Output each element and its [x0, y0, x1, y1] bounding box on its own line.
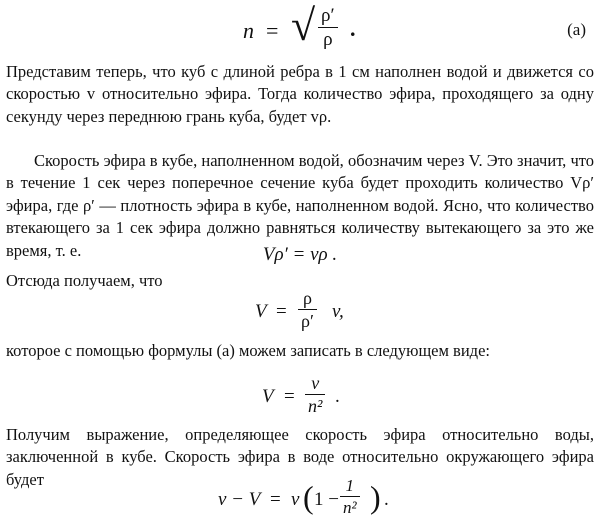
eq4-tail: . — [335, 386, 340, 407]
eq2-text: Vρ′ = vρ . — [262, 244, 338, 265]
eq5-fraction — [340, 477, 360, 516]
eq5-close-paren: ) — [370, 479, 381, 515]
sqrt-radical: √ — [291, 1, 316, 50]
eq4-equals: = — [284, 386, 295, 407]
eq5-open-paren: ( — [303, 479, 314, 515]
equation-a — [0, 2, 600, 58]
eq5-numerator: 1 — [345, 476, 355, 495]
eq3-lhs: V — [255, 301, 267, 322]
eq5-lhs: v − V — [218, 489, 261, 510]
eq-a-numerator: ρ′ — [321, 5, 335, 26]
equation-2 — [0, 244, 600, 266]
eq3-denominator: ρ′ — [298, 309, 317, 330]
eq3-fraction — [298, 289, 317, 330]
paragraph-4: которое с помощью формулы (а) можем записать в следующем виде: — [6, 341, 490, 360]
eq4-numerator: v — [311, 373, 320, 393]
eq4-fraction — [305, 374, 325, 415]
eq5-equals: = — [270, 489, 281, 510]
paragraph-3: Отсюда получаем, что — [6, 271, 163, 290]
equation-3 — [0, 289, 600, 337]
eq5-denominator: n² — [340, 496, 360, 516]
eq4-denominator: n² — [305, 394, 325, 415]
equation-label-a: (a) — [567, 20, 586, 39]
eq-a-dot: . — [350, 16, 356, 41]
paragraph-1: Представим теперь, что куб с длиной ребра в 1 см наполнен водой и движется со скоростью v относительно эфира. Тогда количество эфира, проходящего за одну секунду через переднюю грань куба, будет vρ. — [6, 62, 594, 126]
paragraph-5: Получим выражение, определяющее скорость эфира относительно воды, заключенной в кубе. Скорость эфира в воде относительно окружающего эфира будет — [6, 425, 594, 489]
eq3-numerator: ρ — [302, 288, 312, 308]
eq3-tail: v, — [332, 301, 344, 322]
eq-a-fraction — [318, 6, 338, 49]
eq4-lhs: V — [262, 386, 274, 407]
eq-a-denominator: ρ — [318, 27, 338, 49]
eq-a-lhs: n — [243, 18, 254, 43]
equation-4 — [0, 374, 600, 422]
eq5-one-minus: 1 − — [314, 489, 339, 510]
equation-5 — [0, 477, 600, 523]
paragraph-2: Скорость эфира в кубе, наполненном водой, обозначим через V. Это значит, что в течение 1 сек через поперечное сечение куба будет проходить количество Vρ′ эфира, где ρ′ — плотность эфира в кубе, наполненном водой. Ясно, что количество втекающего за 1 сек эфира должно равняться количеству вытекающего за это же время, т. е. — [6, 151, 594, 260]
eq5-v: v — [291, 489, 300, 510]
eq-a-equals: = — [266, 18, 279, 43]
eq3-equals: = — [276, 301, 287, 322]
eq5-tail: . — [384, 489, 389, 510]
